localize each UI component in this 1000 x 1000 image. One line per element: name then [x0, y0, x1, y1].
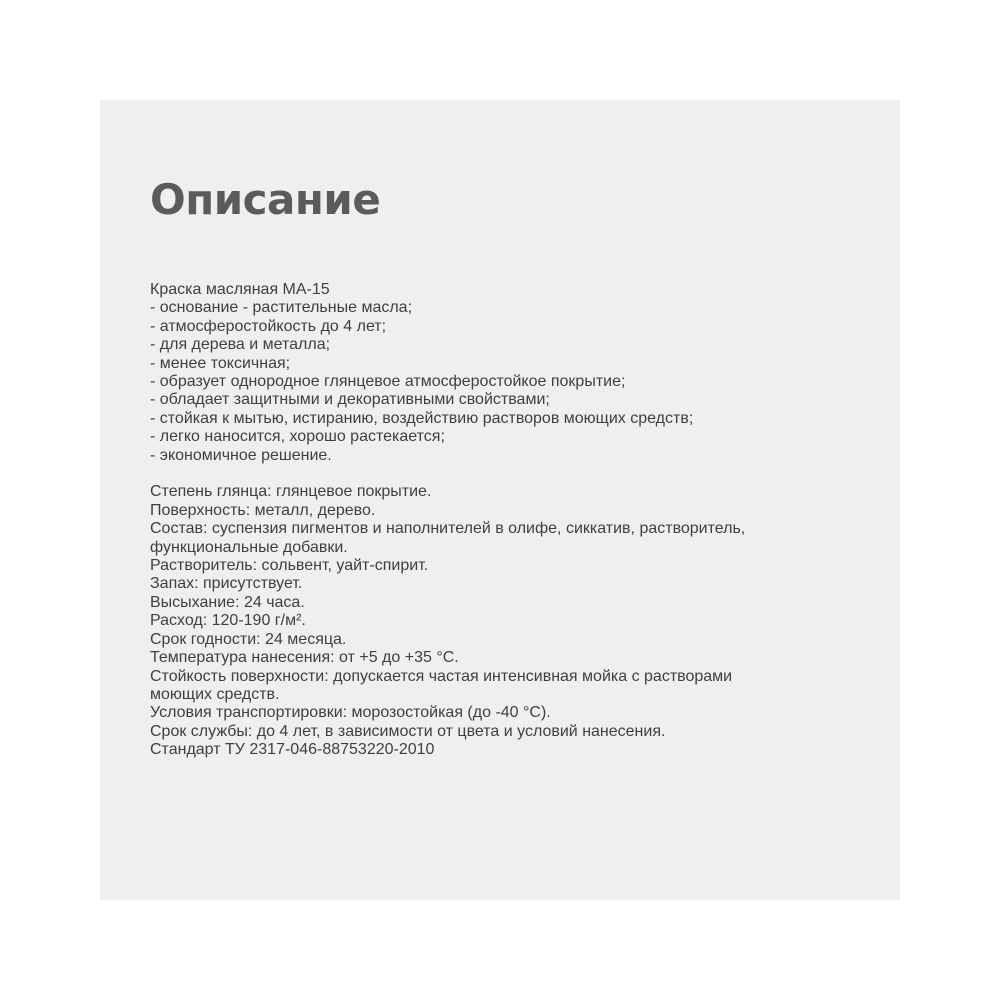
feature-item: - стойкая к мытью, истиранию, воздействию растворов моющих средств;	[150, 409, 694, 427]
feature-item: - легко наносится, хорошо растекается;	[150, 428, 445, 446]
spec-solvent: Растворитель: сольвент, уайт-спирит.	[150, 557, 429, 575]
feature-item: - образует однородное глянцевое атмосферостойкое покрытие;	[150, 373, 626, 391]
description-body	[150, 281, 850, 760]
spec-gloss: Степень глянца: глянцевое покрытие.	[150, 483, 432, 501]
feature-item: - менее токсичная;	[150, 354, 291, 372]
spec-transport: Условия транспортировки: морозостойкая (до -40 °С).	[150, 704, 551, 722]
spec-drying: Высыхание: 24 часа.	[150, 593, 305, 611]
feature-item: - обладает защитными и декоративными свойствами;	[150, 391, 550, 409]
paragraph-gap	[150, 465, 850, 483]
feature-item: - основание - растительные масла;	[150, 299, 413, 317]
spec-application-temperature: Температура нанесения: от +5 до +35 °С.	[150, 649, 459, 667]
page-title: Описание	[150, 175, 381, 224]
features-list	[150, 281, 850, 465]
description-card	[100, 100, 900, 900]
spec-shelf-life: Срок годности: 24 месяца.	[150, 630, 347, 648]
feature-item: - для дерева и металла;	[150, 336, 331, 354]
spec-composition: Состав: суспензия пигментов и наполнителей в олифе, сиккатив, растворитель,	[150, 520, 746, 538]
feature-item: - атмосферостойкость до 4 лет;	[150, 317, 387, 335]
feature-item: - экономичное решение.	[150, 446, 332, 464]
spec-surface-resistance-cont: моющих средств.	[150, 685, 280, 703]
product-name: Краска масляная МА-15	[150, 281, 330, 298]
spec-surface: Поверхность: металл, дерево.	[150, 501, 376, 519]
spec-composition-cont: функциональные добавки.	[150, 538, 348, 556]
spec-surface-resistance: Стойкость поверхности: допускается частая интенсивная мойка с растворами	[150, 667, 733, 685]
spec-standard: Стандарт ТУ 2317-046-88753220-2010	[150, 741, 435, 759]
spec-odor: Запах: присутствует.	[150, 575, 303, 593]
specs-list	[150, 483, 850, 759]
spec-consumption: Расход: 120-190 г/м².	[150, 612, 306, 630]
spec-service-life: Срок службы: до 4 лет, в зависимости от цвета и условий нанесения.	[150, 722, 666, 740]
